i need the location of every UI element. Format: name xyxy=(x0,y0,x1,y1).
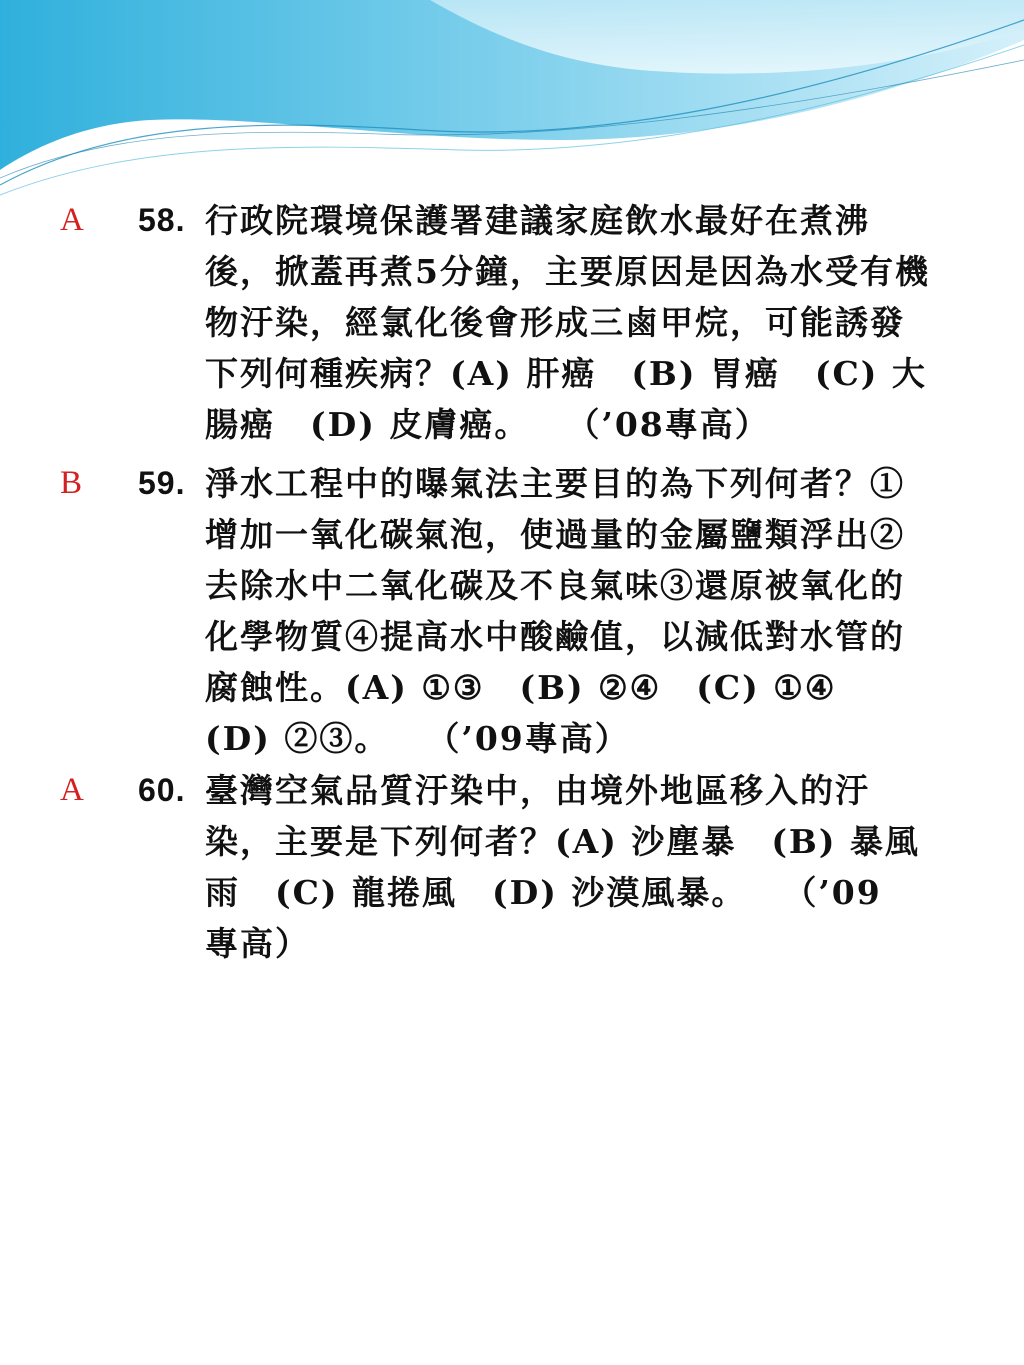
header-wave-decoration xyxy=(0,0,1024,200)
question-text: 臺灣空氣品質汙染中，由境外地區移入的汙 染，主要是下列何者？(A) 沙塵暴 (B) 暴風 雨 (C) 龍捲風 (D) 沙漠風暴。 （’09 專高） xyxy=(205,771,920,963)
answer-label: A xyxy=(60,202,84,238)
question-number: 59. xyxy=(138,465,186,501)
question-number: 58. xyxy=(138,202,186,238)
question-text: 淨水工程中的曝氣法主要目的為下列何者？① 增加一氧化碳氣泡，使過量的金屬鹽類浮出② 去除水中二氧化碳及不良氣味③還原被氧化的 化學物質④提高水中酸鹼值，以減低對水管的 腐蝕性。(A) ①③ (B) ②④ (C) ①④ (D) ②③。 （’09專高） xyxy=(205,464,905,758)
answer-label: A xyxy=(60,772,84,808)
question-number: 60. xyxy=(138,772,186,808)
question-text: 行政院環境保護署建議家庭飲水最好在煮沸 後，掀蓋再煮5分鐘，主要原因是因為水受有機 物汙染，經氯化後會形成三鹵甲烷，可能誘發 下列何種疾病？(A) 肝癌 (B) 胃癌 (C) 大 腸癌 (D) 皮膚癌。 （’08專高） xyxy=(205,201,930,444)
answer-label: B xyxy=(60,465,83,501)
